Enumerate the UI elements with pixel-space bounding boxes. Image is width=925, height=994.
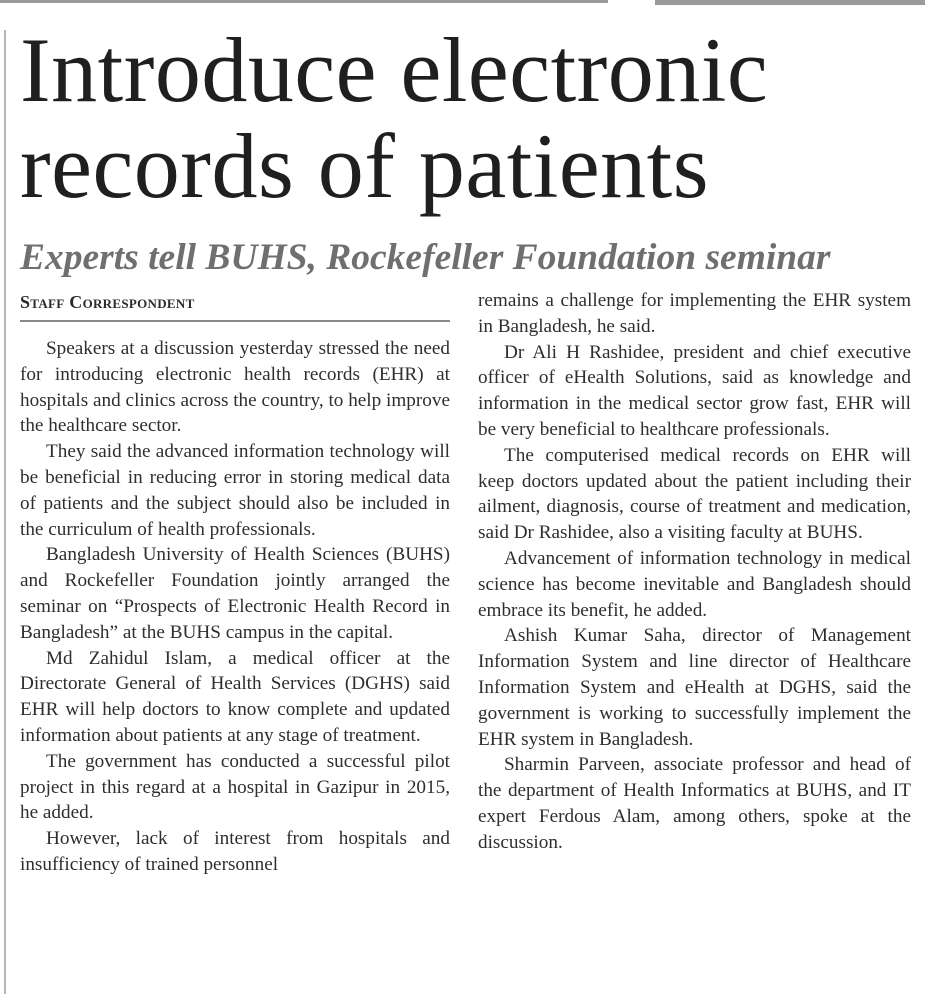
paragraph: Md Zahidul Islam, a medical officer at the Directorate General of Health Services (DGHS) said EHR will help doctors to know complete and updated information about patients at any stage of treatment. [20, 647, 450, 746]
paragraph: Sharmin Parveen, associate professor and head of the department of Health Informatics at BUHS, and IT expert Ferdous Alam, among others, spoke at the discussion. [478, 754, 911, 853]
article-column-left [20, 336, 450, 878]
headline: Introduce electronic records of patients [20, 19, 769, 217]
paragraph: The computerised medical records on EHR will keep doctors updated about the patient including their ailment, diagnosis, course of treatment and medication, said Dr Rashidee, also a visiting faculty at BUHS. [478, 444, 911, 544]
paragraph: Dr Ali H Rashidee, president and chief executive officer of eHealth Solutions, said as knowledge and information in the medical sector grow fast, EHR will be very beneficial to healthcare professionals. [478, 341, 911, 440]
paragraph: However, lack of interest from hospitals and insufficiency of trained personnel [20, 828, 450, 875]
paragraph: Speakers at a discussion yesterday stressed the need for introducing electronic health records (EHR) at hospitals and clinics across the country, to help improve the healthcare sector. [20, 338, 450, 437]
paragraph: Advancement of information technology in medical science has become inevitable and Bangladesh should embrace its benefit, he added. [478, 547, 911, 621]
byline: Staff Correspondent [20, 292, 195, 312]
paragraph: They said the advanced information technology will be beneficial in reducing error in storing medical data of patients and the subject should also be included in the curriculum of health professionals. [20, 441, 450, 540]
top-rule-left [0, 0, 608, 3]
column-side-rule [4, 30, 6, 994]
byline-rule [20, 320, 450, 322]
paragraph: Ashish Kumar Saha, director of Management Information System and line director of Healthcare Information System and eHealth at DGHS, said the government is working to successfully implement the EHR system in Bangladesh. [478, 625, 911, 750]
paragraph-continued: remains a challenge for implementing the EHR system in Bangladesh, he said. [478, 290, 911, 337]
article-column-right [478, 288, 911, 856]
subheadline: Experts tell BUHS, Rockefeller Foundation seminar [20, 237, 831, 278]
paragraph: Bangladesh University of Health Sciences (BUHS) and Rockefeller Foundation jointly arranged the seminar on “Prospects of Electronic Health Record in Bangladesh” at the BUHS campus in the capital. [20, 544, 450, 643]
top-rule-right [655, 0, 925, 5]
paragraph: The government has conducted a successful pilot project in this regard at a hospital in Gazipur in 2015, he added. [20, 750, 450, 824]
